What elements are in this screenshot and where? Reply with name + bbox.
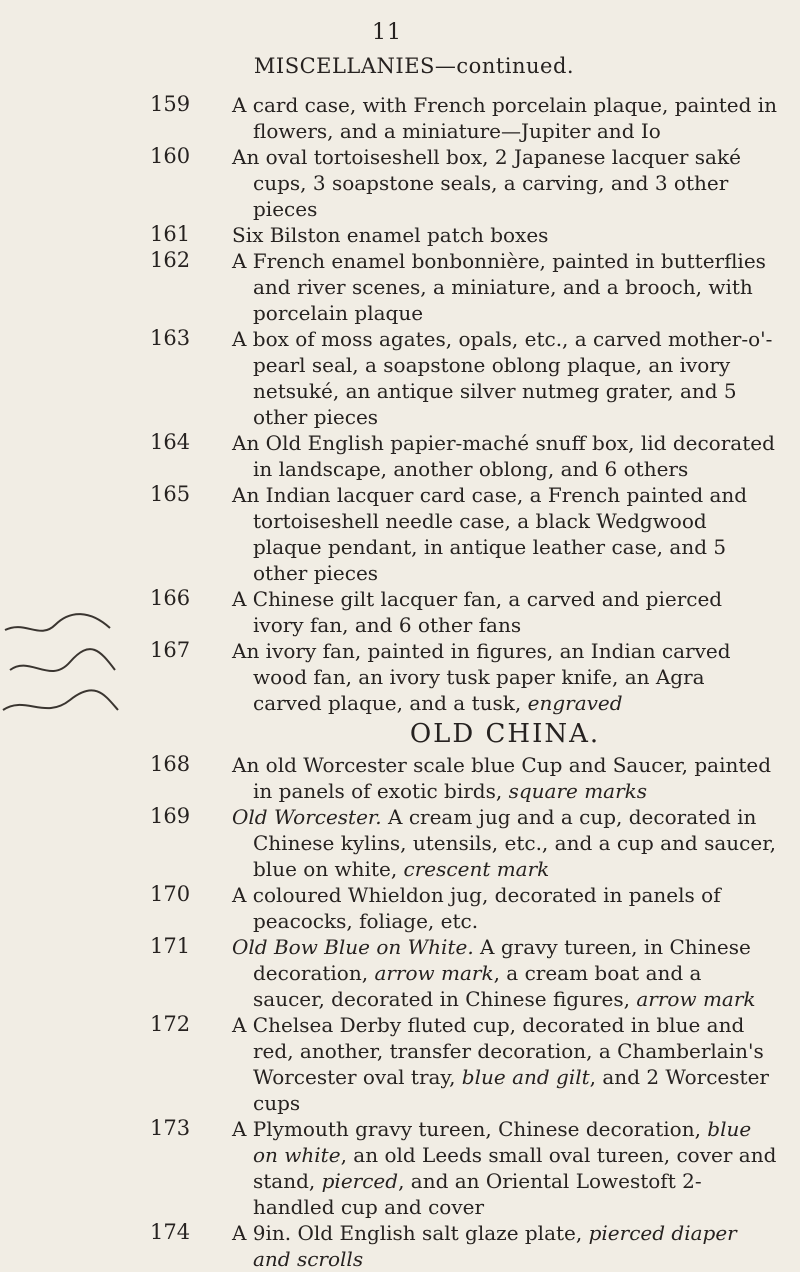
- description-text: An oval tortoiseshell box, 2 Japanese lacquer saké cups, 3 soapstone seals, a carving, and 3 other pieces: [232, 145, 741, 221]
- lot-entry-161: [0, 222, 800, 248]
- description-text: A card case, with French porcelain plaque, painted in flowers, and a miniature—Jupiter and Io: [232, 93, 778, 143]
- lot-description: [232, 1220, 778, 1272]
- lot-number: 171: [150, 934, 191, 958]
- description-text: , and an Oriental Lowestoft 2-handled cup and cover: [253, 1169, 702, 1219]
- description-text: An old Worcester scale blue Cup and Saucer, painted in panels of exotic birds,: [232, 753, 772, 803]
- lot-description: [232, 804, 778, 882]
- lot-description: [232, 92, 778, 144]
- lot-entry-159: [0, 92, 800, 144]
- italic-text: Old Bow Blue on White.: [232, 935, 474, 959]
- lot-entry-165: [0, 482, 800, 586]
- lot-description: [232, 1116, 778, 1220]
- lot-number: 159: [150, 92, 191, 116]
- description-text: An Indian lacquer card case, a French painted and tortoiseshell needle case, a black Wedgwood plaque pendant, in antique leather case, and 5 other pieces: [232, 483, 748, 585]
- italic-text: pierced diaper and scrolls: [253, 1221, 737, 1271]
- lot-number: 168: [150, 752, 191, 776]
- lot-entry-169: [0, 804, 800, 882]
- italic-text: blue on white: [253, 1117, 752, 1167]
- description-text: A Chinese gilt lacquer fan, a carved and pierced ivory fan, and 6 other fans: [232, 587, 723, 637]
- lot-entry-167: [0, 638, 800, 716]
- lot-description: [232, 882, 778, 934]
- lot-entry-163: [0, 326, 800, 430]
- italic-text: blue and gilt: [461, 1065, 590, 1089]
- lot-entry-168: [0, 752, 800, 804]
- lot-number: 165: [150, 482, 191, 506]
- lot-description: [232, 638, 778, 716]
- lot-description: [232, 222, 778, 248]
- page-number: 11: [372, 20, 402, 45]
- description-text: An ivory fan, painted in figures, an Indian carved wood fan, an ivory tusk paper knife, an Agra carved plaque, and a tusk,: [232, 639, 731, 715]
- description-text: A Chelsea Derby fluted cup, decorated in blue and red, another, transfer decoration, a Chamberlain's Worcester oval tray,: [232, 1013, 764, 1089]
- lot-description: [232, 326, 778, 430]
- description-text: A Plymouth gravy tureen, Chinese decoration,: [232, 1117, 708, 1141]
- lot-entry-173: [0, 1116, 800, 1220]
- italic-text: square marks: [508, 779, 648, 803]
- description-text: A cream jug and a cup, decorated in Chinese kylins, utensils, etc., and a cup and saucer, blue on white,: [253, 805, 776, 881]
- lot-entry-162: [0, 248, 800, 326]
- italic-text: pierced: [321, 1169, 399, 1193]
- lot-number: 161: [150, 222, 191, 246]
- description-text: A gravy tureen, in Chinese decoration,: [253, 935, 751, 985]
- lot-number: 163: [150, 326, 191, 350]
- description-text: Six Bilston enamel patch boxes: [232, 223, 549, 247]
- italic-text: arrow mark: [374, 961, 494, 985]
- lot-description: [232, 144, 778, 222]
- lot-description: [232, 482, 778, 586]
- lot-entry-164: [0, 430, 800, 482]
- lot-description: [232, 752, 778, 804]
- description-text: A French enamel bonbonnière, painted in butterflies and river scenes, a miniature, and a brooch, with porcelain plaque: [232, 249, 766, 325]
- lot-entry-170: [0, 882, 800, 934]
- description-text: An Old English papier-maché snuff box, lid decorated in landscape, another oblong, and 6 others: [232, 431, 775, 481]
- description-text: A box of moss agates, opals, etc., a carved mother-o'-pearl seal, a soapstone oblong plaque, an ivory netsuké, an antique silver nutmeg grater, and 5 other pieces: [232, 327, 773, 429]
- section-title-old-china: OLD CHINA.: [409, 719, 601, 749]
- lot-list: [0, 92, 800, 1272]
- description-text: , an old Leeds small oval tureen, cover and stand,: [253, 1143, 777, 1193]
- lot-number: 174: [150, 1220, 191, 1244]
- lot-description: [232, 586, 778, 638]
- section-header: MISCELLANIES—continued.: [253, 54, 575, 78]
- lot-description: [232, 248, 778, 326]
- lot-number: 160: [150, 144, 191, 168]
- lot-entry-166: [0, 586, 800, 638]
- lot-number: 162: [150, 248, 191, 272]
- description-text: , and 2 Worcester cups: [253, 1065, 769, 1115]
- lot-number: 172: [150, 1012, 191, 1036]
- lot-description: [232, 430, 778, 482]
- lot-entry-172: [0, 1012, 800, 1116]
- lot-number: 170: [150, 882, 191, 906]
- lot-entry-160: [0, 144, 800, 222]
- lot-number: 167: [150, 638, 191, 662]
- description-text: , a cream boat and a saucer, decorated in Chinese figures,: [253, 961, 702, 1011]
- italic-text: arrow mark: [636, 987, 756, 1011]
- lot-description: [232, 1012, 778, 1116]
- lot-entry-174: [0, 1220, 800, 1272]
- italic-text: engraved: [527, 691, 623, 715]
- italic-text: crescent mark: [403, 857, 550, 881]
- lot-number: 164: [150, 430, 191, 454]
- description-text: A 9in. Old English salt glaze plate,: [232, 1221, 589, 1245]
- description-text: A coloured Whieldon jug, decorated in panels of peacocks, foliage, etc.: [232, 883, 721, 933]
- lot-description: [232, 934, 778, 1012]
- italic-text: Old Worcester.: [232, 805, 382, 829]
- lot-number: 166: [150, 586, 191, 610]
- lot-entry-171: [0, 934, 800, 1012]
- lot-number: 173: [150, 1116, 191, 1140]
- lot-number: 169: [150, 804, 191, 828]
